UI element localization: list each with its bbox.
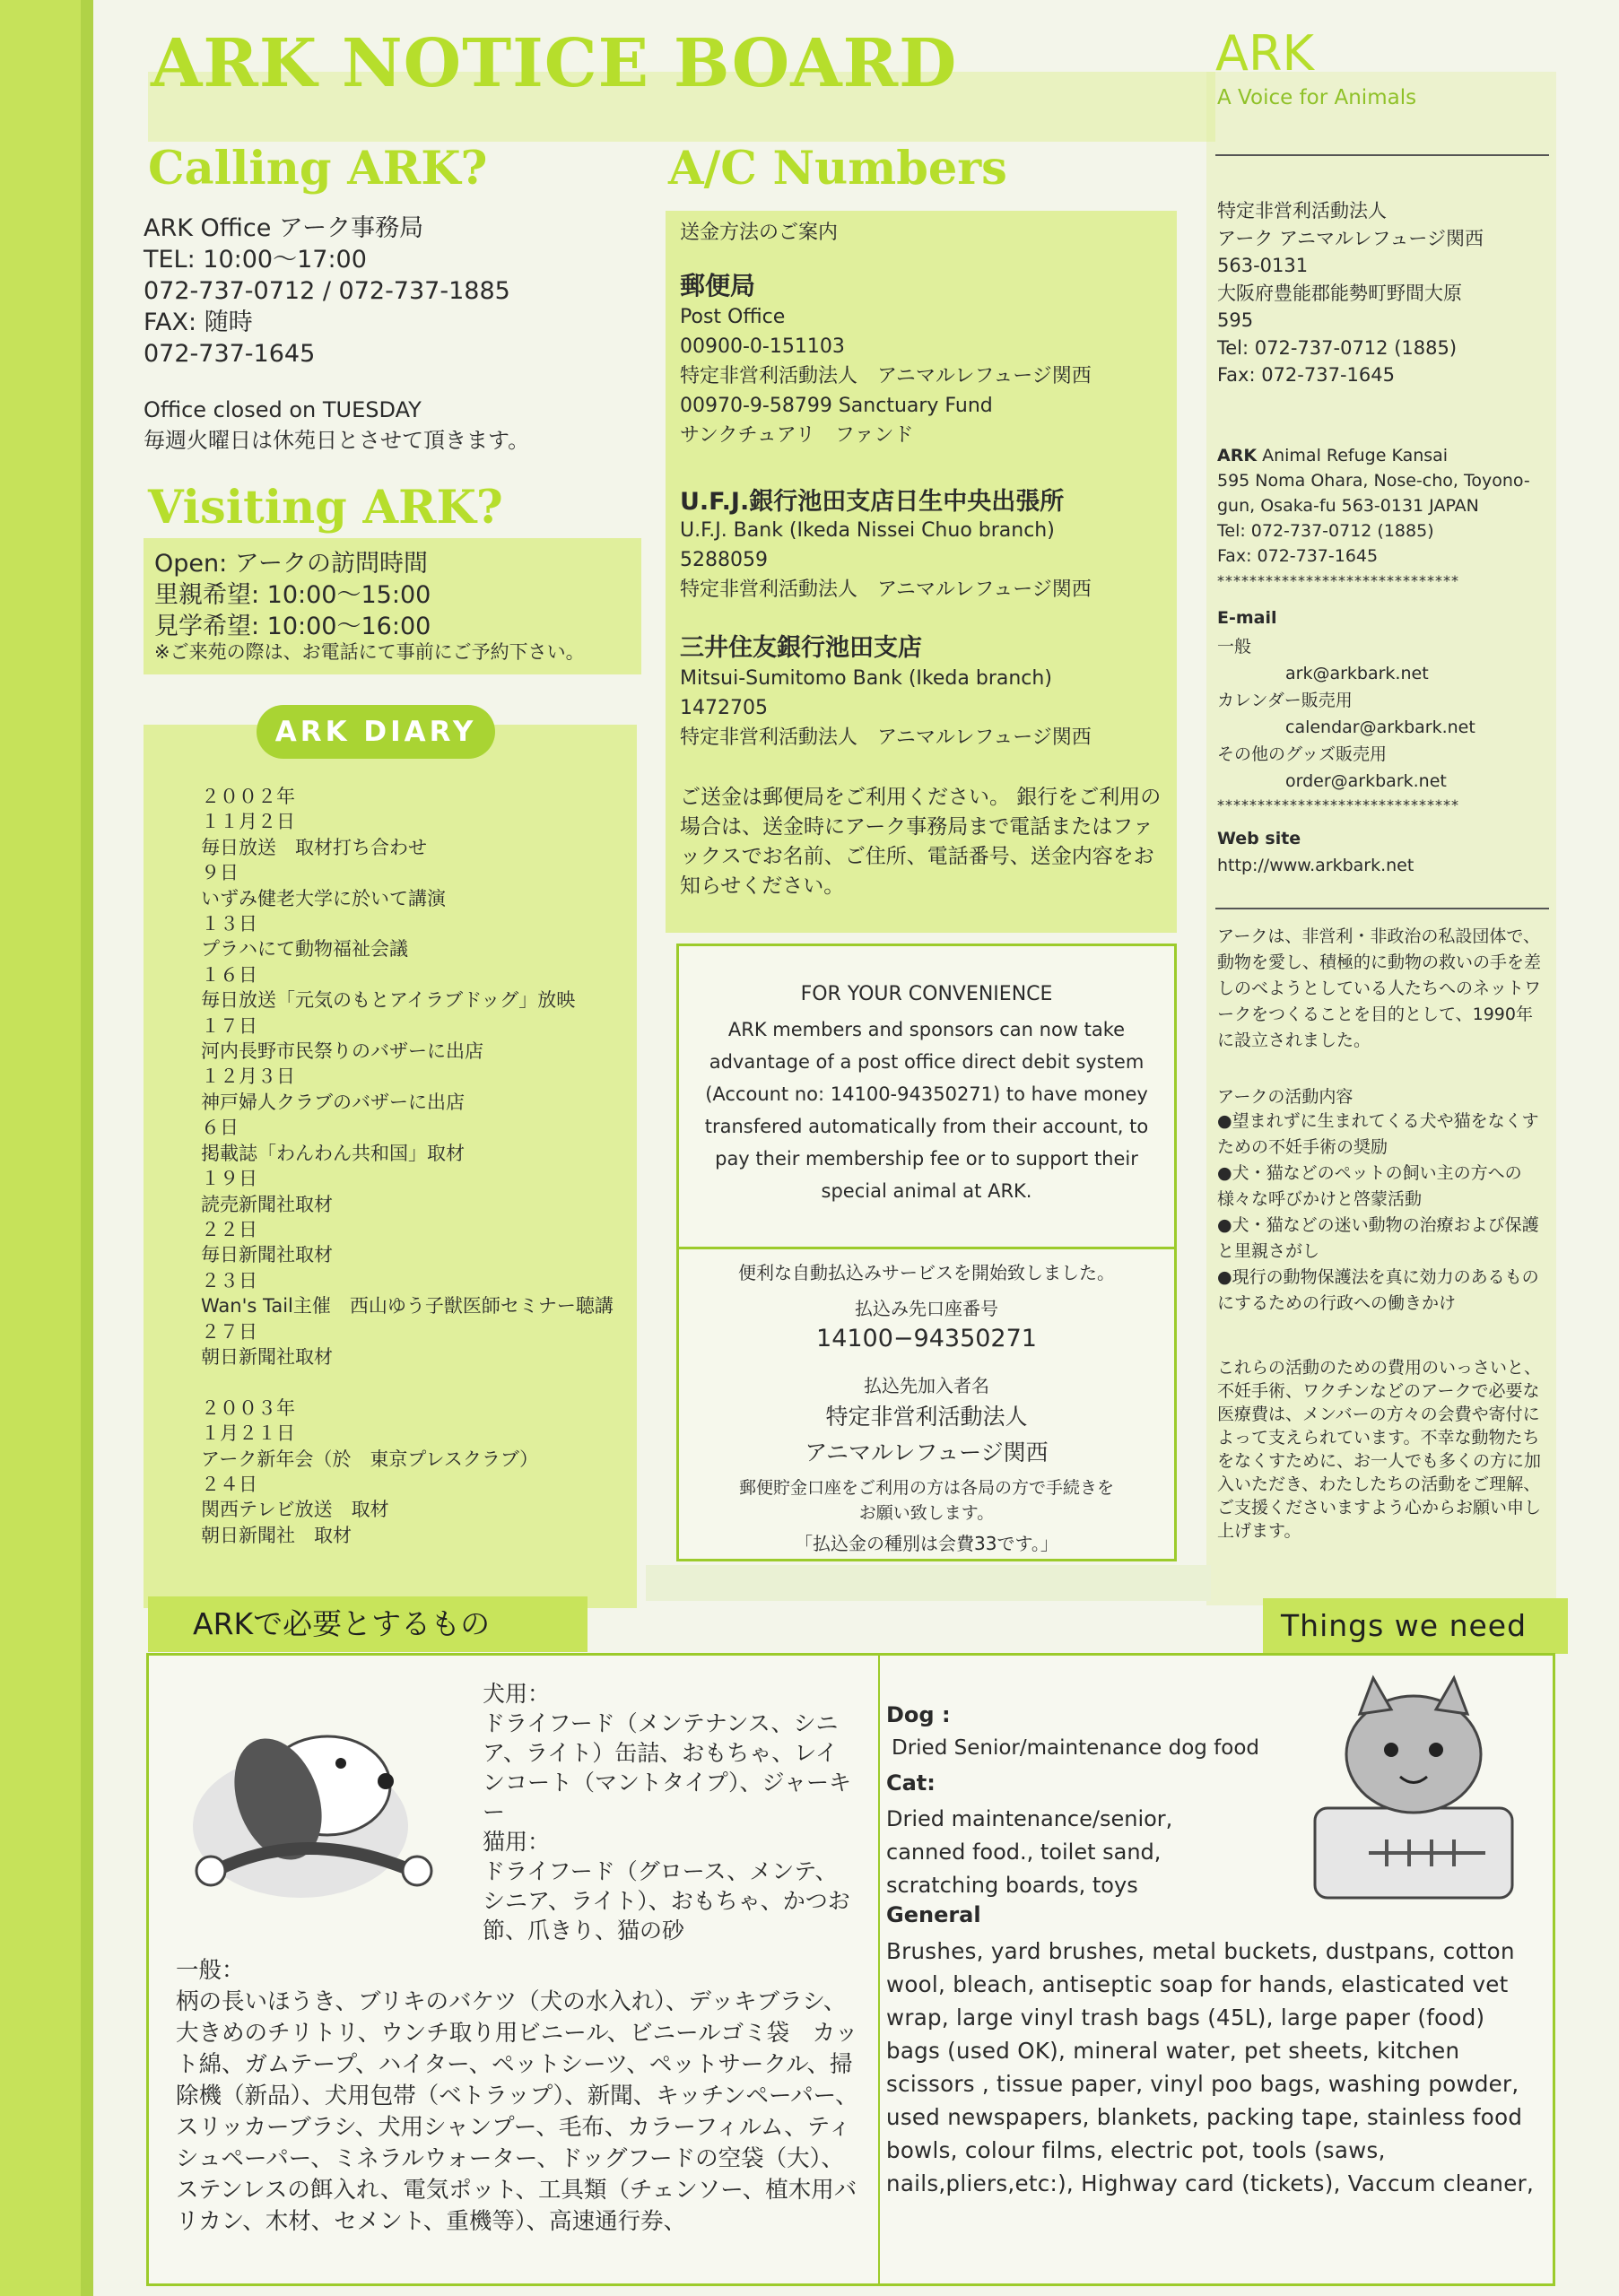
calling-contact: ARK Office アーク事務局 TEL: 10:00〜17:00 072-737-0712 / 072-737-1885 FAX: 随時 072-737-1645 [144,214,510,368]
diary-box [144,725,637,1608]
divider [1215,908,1549,909]
web-label: Web site [1217,829,1301,848]
convenience-heading: FOR YOUR CONVENIENCE [800,983,1053,1005]
stars-divider-2: ****************************** [1217,796,1459,813]
activities-list [1217,1109,1549,1317]
left-margin-bar [0,0,93,2296]
convenience-box [676,944,1177,1561]
ac-box [666,211,1177,933]
visiting-note: ※ご来苑の際は、お電話にて事前にご予約下さい。 [154,641,585,663]
dog-needs: Dried Senior/maintenance dog food [892,1736,1260,1760]
dog-label: Dog : [886,1702,951,1727]
cat-needs: Dried maintenance/senior, canned food., toilet sand, scratching boards, toys [886,1806,1173,1898]
needs-en-heading: Things we need [1263,1598,1568,1654]
mitsui-details: Mitsui-Sumitomo Bank (Ikeda branch) 1472705 特定非営利活動法人 アニマルレフュージ関西 [680,667,1092,749]
ac-notice: ご送金は郵便局をご利用ください。 銀行をご利用の場合は、送金時にアーク事務局まで電話またはファックスでお名前、ご住所、電話番号、送金内容をお知らせください。 [680,786,1162,898]
debit-fee: 「払込金の種別は会費33です。」 [795,1533,1058,1554]
needs-jp-heading: ARKで必要とするもの [148,1596,588,1652]
ark-logo: ARK [1215,25,1314,82]
calling-closed: Office closed on TUESDAY 毎週火曜日は休苑日とさせて頂きます。 [144,397,530,453]
debit-note: 郵便貯金口座をご利用の方は各局の方で手続きをお願い致します。 [738,1478,1114,1523]
post-office-title: 郵便局 [680,271,756,300]
visiting-hours: Open: アークの訪問時間 里親希望: 10:00〜15:00 見学希望: 10:00〜16:00 [154,550,431,640]
diary-entries: ２００２年 １１月２日 毎日放送 取材打ち合わせ ９日 いずみ健老大学に於いて講演 １３日 プラハにて動物福祉会議 １６日 毎日放送「元気のもとアイラブドッグ」放映 １７日 河内長野市民祭りのバザーに出店 １２月３日 神戸婦人クラブのバザーに出店 ６日 掲載誌「わんわん共和国」取材 １９日 読売新聞社取材 ２２日 毎日新聞社取材 ２３日 Wan's Tail主催 西山ゆう子獣医師セミナー聴講 ２７日 朝日新聞社取材 ２００３年 １月２１日 アーク新年会（於 東京プレスクラブ） ２４日 関西テレビ放送 取材 朝日新聞社 取材 [201,786,614,1546]
ark-funding: これらの活動のための費用のいっさいと、不妊手術、ワクチンなどのアークで必要な医療費は、メンバーの方々の会費や寄付によって支えられています。不幸な動物たちをなくすために、お一人でも多くの方に加入いただき、わたしたちの活動をご理解、ご支援くださいますよう心からお願い申し上げます。 [1217,1358,1542,1541]
ark-about: アークは、非営利・非政治の私設団体で、動物を愛し、積極的に動物の救いの手を差しのべようとしている人たちへのネットワークをつくることを目的として、1990年に設立されました。 [1217,926,1542,1050]
activities-label: アークの活動内容 [1217,1087,1354,1107]
email-list[interactable]: 一般 ark@arkbark.net カレンダー販売用 calendar@arkbark.net その他のグッズ販売用 order@arkbark.net [1217,637,1475,791]
general-label: General [886,1902,981,1927]
left-margin-bar-edge [81,0,93,2296]
debit-intro: 便利な自動払込みサービスを開始致しました。 [738,1262,1115,1283]
needs-jp-pets: 犬用： ドライフード（メンテナンス、シニア、ライト）缶詰、おもちゃ、レインコート（マントタイプ）、ジャーキー 猫用： ドライフード（グロース、メンテ、シニア、ライト）、おもちゃ、かつお節、爪きり、猫の砂 [483,1681,852,1944]
needs-divider [878,1656,880,2283]
email-label: E-mail [1217,608,1277,628]
convenience-body: ARK members and sponsors can now take advantage of a post office direct debit system (Account no: 14100-94350271) to have money transfered automatically from their account, to pay their membership fee or to support their special animal at ARK. [704,1019,1149,1202]
stars-divider: ****************************** [1217,572,1459,589]
ark-en-name-bold: ARK [1217,446,1258,465]
ark-tagline: A Voice for Animals [1217,86,1417,109]
ac-heading: A/C Numbers [668,142,1007,196]
dog-illustration [161,1692,466,1934]
convenience-divider [679,1247,1174,1249]
page-title: ARK NOTICE BOARD [151,25,958,102]
ark-jp-address: 特定非営利活動法人 アーク アニマルレフュージ関西 563-0131 大阪府豊能郡能勢町野間大原 595 Tel: 072-737-0712 (1885) Fax: 072-737-1645 [1217,200,1484,386]
needs-jp-general: 一般： 柄の長いほうき、ブリキのバケツ（犬の水入れ）、デッキブラシ、大きめのチリトリ、ウンチ取り用ビニール、ビニールゴミ袋 カット綿、ガムテープ、ハイター、ペットシーツ、ペットサークル、掃除機（新品）、犬用包帯（ベトラップ）、新聞、キッチンペーパー、スリッカーブラシ、犬用シャンプー、毛布、カラーフィルム、ティシュペーパー、ミネラルウォーター、ドッグフードの空袋（大）、ステンレスの餌入れ、電気ポット、工具類（チェンソー、植木用バリカン、木材、セメント、重機等）、高速通行券、 [176,1957,858,2235]
cat-label: Cat: [886,1770,936,1796]
ark-en-address: 595 Noma Ohara, Nose-cho, Toyono-gun, Osaka-fu 563-0131 JAPAN Tel: 072-737-0712 (1885) Fax: 072-737-1645 [1217,471,1530,566]
needs-box [146,1653,1555,2286]
ark-en-name-rest: Animal Refuge Kansai [1257,446,1449,465]
divider [1215,154,1549,156]
activity-item: ●犬・猫などのペットの飼い主の方への様々な呼びかけと啓蒙活動 [1217,1163,1522,1209]
mitsui-title: 三井住友銀行池田支店 [680,634,922,662]
general-needs: Brushes, yard brushes, metal buckets, dustpans, cotton wool, bleach, antiseptic soap for hands, elasticated vet wrap, large vinyl trash bags (45L), large paper (food) bags (used OK), mineral water, pet sheets, kitchen scissors , tissue paper, vinyl poo bags, washing powder, used newspapers, blankets, packing tape, stainless food bowls, colour films, electric pot, tools (saws, nails,pliers,etc:), Highway card (tickets), Vaccum cleaner, [886,1938,1535,2196]
ark-en-name [1217,443,1549,468]
ac-intro: 送金方法のご案内 [680,222,839,244]
debit-name-label: 払込先加入者名 [864,1375,989,1396]
diary-label: ARK DIARY [257,705,495,759]
web-link[interactable]: http://www.arkbark.net [1217,856,1414,875]
activity-item: ●犬・猫などの迷い動物の治療および保護と里親さがし [1217,1215,1539,1261]
ufj-title: U.F.J.銀行池田支店日生中央出張所 [680,488,1065,516]
calling-heading: Calling ARK? [148,142,488,196]
visiting-box [144,538,641,674]
debit-account-number: 14100−94350271 [816,1325,1037,1352]
debit-account-label: 払込み先口座番号 [855,1298,998,1319]
cat-illustration [1288,1674,1539,1911]
background-band-bottom [646,1565,1211,1601]
ufj-details: U.F.J. Bank (Ikeda Nissei Chuo branch) 5288059 特定非営利活動法人 アニマルレフュージ関西 [680,519,1092,601]
post-office-details: Post Office 00900-0-151103 特定非営利活動法人 アニマルレフュージ関西 00970-9-58799 Sanctuary Fund サンクチュアリ ファンド [680,306,1092,447]
activity-item: ●現行の動物保護法を真に効力のあるものにするための行政への働きかけ [1217,1267,1539,1313]
debit-name: 特定非営利活動法人 アニマルレフュージ関西 [805,1404,1049,1465]
activity-item: ●望まれずに生まれてくる犬や猫をなくすための不妊手術の奨励 [1217,1111,1539,1157]
visiting-heading: Visiting ARK? [148,481,503,535]
